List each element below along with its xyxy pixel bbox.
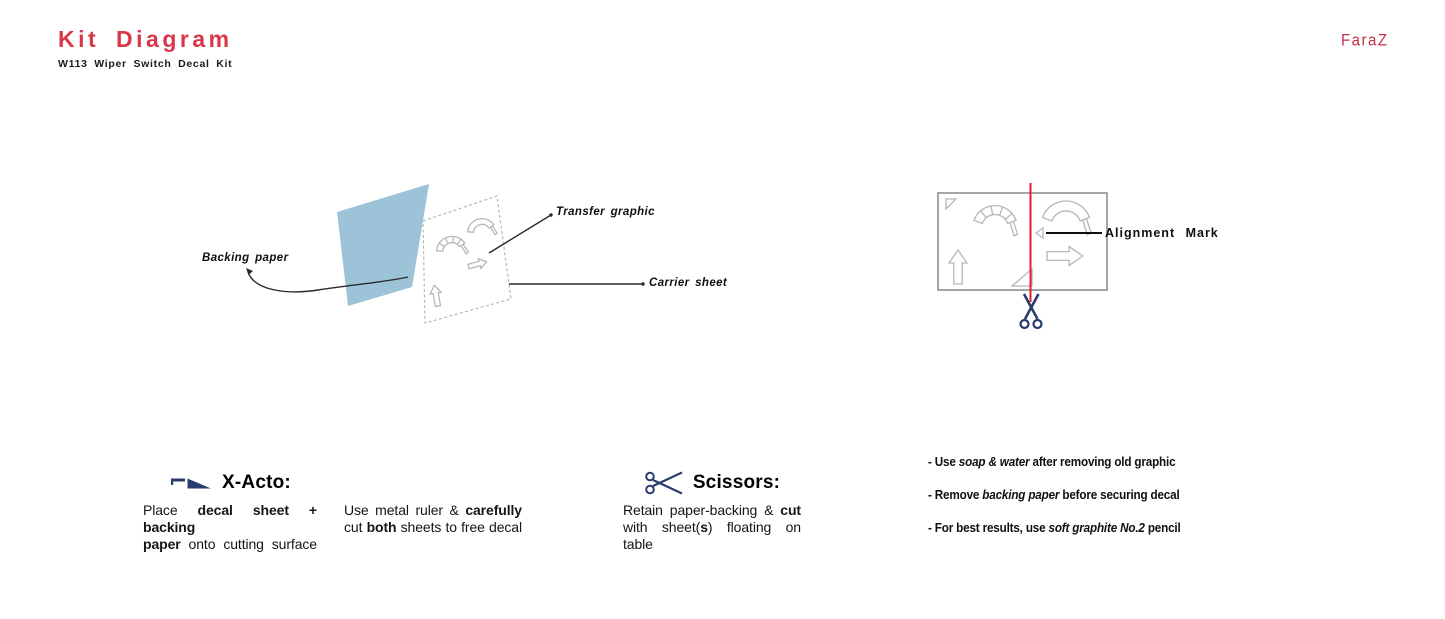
carrier-sheet-label: Carrier sheet [649, 277, 728, 289]
xacto-knife-icon [169, 475, 213, 491]
instruction-ruler [344, 502, 522, 536]
scissors-heading: Scissors: [692, 472, 781, 493]
xacto-line-1: Place decal sheet + backing [143, 502, 317, 535]
tip-item: - Remove backing paper before securing decal [928, 487, 1180, 502]
tip-item: - Use soap & water after removing old graphic [928, 454, 1176, 469]
xacto-line-2: paper onto cutting surface [143, 536, 317, 552]
tip-item: - For best results, use soft graphite No.2 pencil [928, 520, 1181, 535]
decal-arrow-up [949, 250, 967, 284]
scissors-icon [644, 469, 684, 497]
decal-sheet-frame [938, 193, 1107, 290]
transfer-graphic-label: Transfer graphic [556, 206, 655, 218]
scissors-line-1: Retain paper-backing & cut [623, 502, 801, 518]
instruction-xacto [143, 471, 317, 553]
backing-paper-callout-arrowhead [246, 268, 253, 275]
alignment-cut-diagram [920, 173, 1230, 343]
alignment-mark-triangle [1036, 228, 1043, 238]
xacto-heading: X-Acto: [222, 472, 291, 493]
page-subtitle: W113 Wiper Switch Decal Kit [58, 58, 233, 70]
scissors-line-2: with sheet(s) floating on table [623, 519, 801, 552]
alignment-mark-label: Alignment Mark [1105, 226, 1219, 240]
xacto-header [143, 471, 317, 495]
decal-graphics-right [946, 199, 1091, 286]
scissors-header [623, 471, 801, 495]
page-title: Kit Diagram [58, 26, 233, 52]
tips-list [928, 454, 1198, 553]
ruler-line-1: Use metal ruler & carefully [344, 502, 522, 518]
backing-paper-label: Backing paper [202, 252, 289, 264]
decal-fan-plain [1043, 201, 1092, 235]
transfer-graphic-callout-dot [549, 213, 552, 216]
corner-mark-top-left [946, 199, 956, 209]
brand-logo: FaraZ [1341, 31, 1389, 51]
ruler-line-2: cut both sheets to free decal [344, 519, 522, 535]
decal-arrow-right [1047, 247, 1083, 266]
corner-mark-bottom [1012, 269, 1032, 286]
header [58, 26, 233, 70]
instruction-scissors [623, 471, 801, 553]
decal-fan-spoked [974, 206, 1018, 236]
carrier-sheet-callout-dot [641, 282, 644, 285]
carrier-sheet [423, 196, 511, 323]
backing-paper-sheet [337, 184, 429, 306]
